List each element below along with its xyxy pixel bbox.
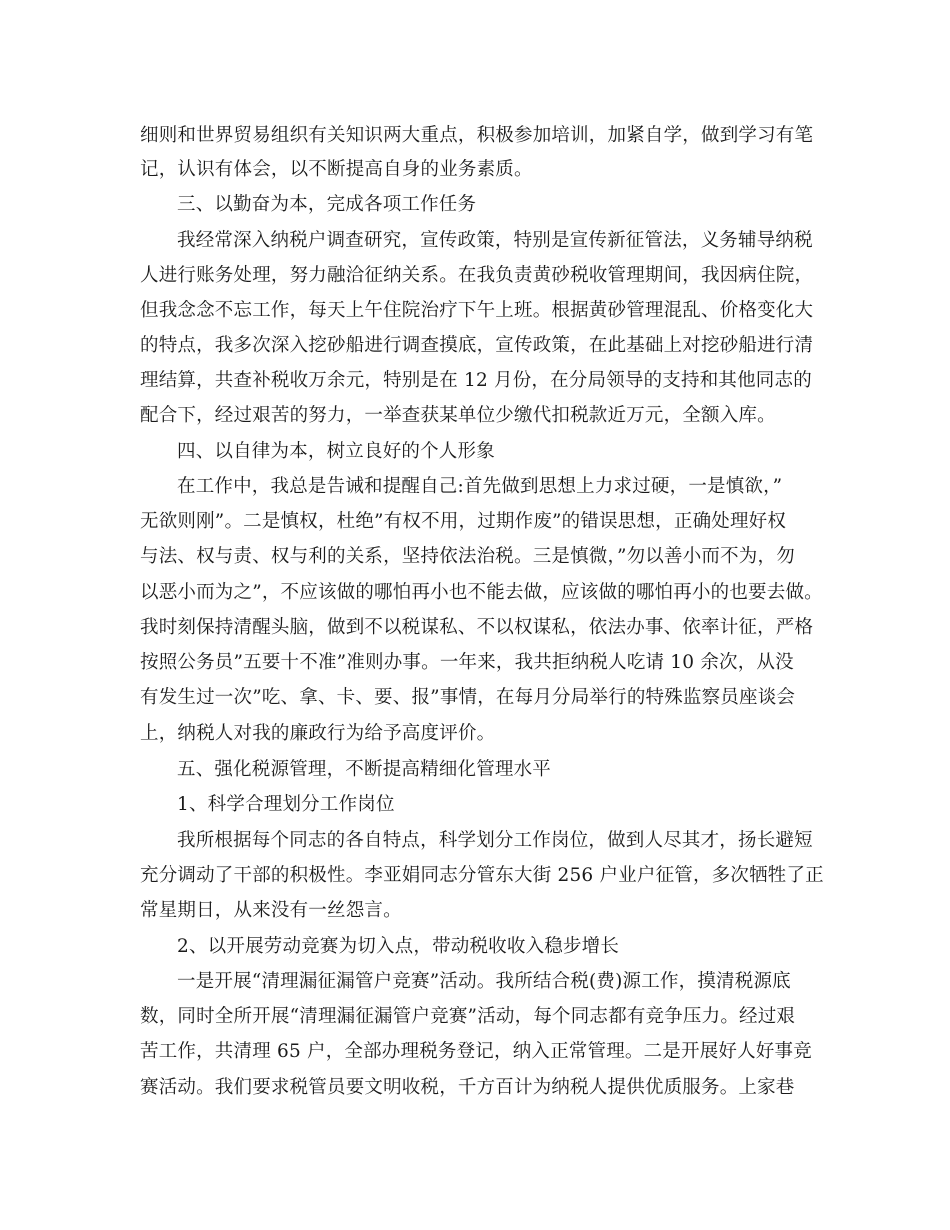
- text-line: 上，纳税人对我的廉政行为给予高度评价。: [140, 723, 496, 744]
- text-line: 按照公务员”五要十不准”准则办事。一年来，我共拒纳税人吃请 10 余次，从没: [140, 652, 794, 673]
- text-line: 常星期日，从来没有一丝怨言。: [140, 900, 402, 921]
- section-heading: 五、强化税源管理，不断提高精细化管理水平: [177, 759, 552, 780]
- text-line: 有发生过一次”吃、拿、卡、要、报”事情，在每月分局举行的特殊监察员座谈会: [140, 687, 796, 708]
- text-line: 我经常深入纳税户调查研究，宣传政策，特别是宣传新征管法，义务辅导纳税: [177, 230, 813, 251]
- section-heading: 三、以勤奋为本，完成各项工作任务: [177, 194, 477, 215]
- text-line: 细则和世界贸易组织有关知识两大重点，积极参加培训，加紧自学，做到学习有笔: [140, 125, 814, 146]
- text-line: 数，同时全所开展“清理漏征漏管户竞赛”活动，每个同志都有竞争压力。经过艰: [140, 1006, 796, 1027]
- text-line: 人进行账务处理，努力融洽征纳关系。在我负责黄砂税收管理期间，我因病住院，: [140, 265, 814, 286]
- text-line: 以恶小而为之”，不应该做的哪怕再小也不能去做，应该做的哪怕再小的也要去做。: [140, 582, 823, 603]
- text-line: 我时刻保持清醒头脑，做到不以税谋私、不以权谋私，依法办事、依率计征，严格: [140, 617, 814, 638]
- subsection-heading: 2、以开展劳动竞赛为切入点，带动税收收入稳步增长: [177, 936, 620, 957]
- text-line: 与法、权与责、权与利的关系，坚持依法治税。三是慎微，”勿以善小而不为，勿: [140, 546, 795, 567]
- text-line: 配合下，经过艰苦的努力，一举查获某单位少缴代扣税款近万元，全额入库。: [140, 405, 776, 426]
- text-line: 苦工作，共清理 65 户，全部办理税务登记，纳入正常管理。二是开展好人好事竞: [140, 1041, 812, 1062]
- subsection-heading: 1、科学合理划分工作岗位: [177, 794, 395, 815]
- text-line: 赛活动。我们要求税管员要文明收税，千方百计为纳税人提供优质服务。上家巷: [140, 1077, 795, 1098]
- text-line: 但我念念不忘工作，每天上午住院治疗下午上班。根据黄砂管理混乱、价格变化大: [140, 300, 814, 321]
- text-line: 一是开展“清理漏征漏管户竞赛”活动。我所结合税(费)源工作，摸清税源底: [177, 971, 791, 992]
- text-line: 的特点，我多次深入挖砂船进行调查摸底，宣传政策，在此基础上对挖砂船进行清: [140, 335, 814, 356]
- text-line: 充分调动了干部的积极性。李亚娟同志分管东大街 256 户业户征管，多次牺牲了正: [140, 865, 824, 886]
- text-line: 在工作中，我总是告诫和提醒自己:首先做到思想上力求过硬，一是慎欲，”: [177, 476, 783, 497]
- text-line: 我所根据每个同志的各自特点，科学划分工作岗位，做到人尽其才，扬长避短: [177, 830, 813, 851]
- section-heading: 四、以自律为本，树立良好的个人形象: [177, 441, 495, 462]
- text-line: 记，认识有体会，以不断提高自身的业务素质。: [140, 159, 533, 180]
- text-line: 理结算，共查补税收万余元，特别是在 12 月份，在分局领导的支持和其他同志的: [140, 370, 812, 391]
- text-line: 无欲则刚”。二是慎权，杜绝”有权不用，过期作废”的错误思想，正确处理好权: [140, 511, 787, 532]
